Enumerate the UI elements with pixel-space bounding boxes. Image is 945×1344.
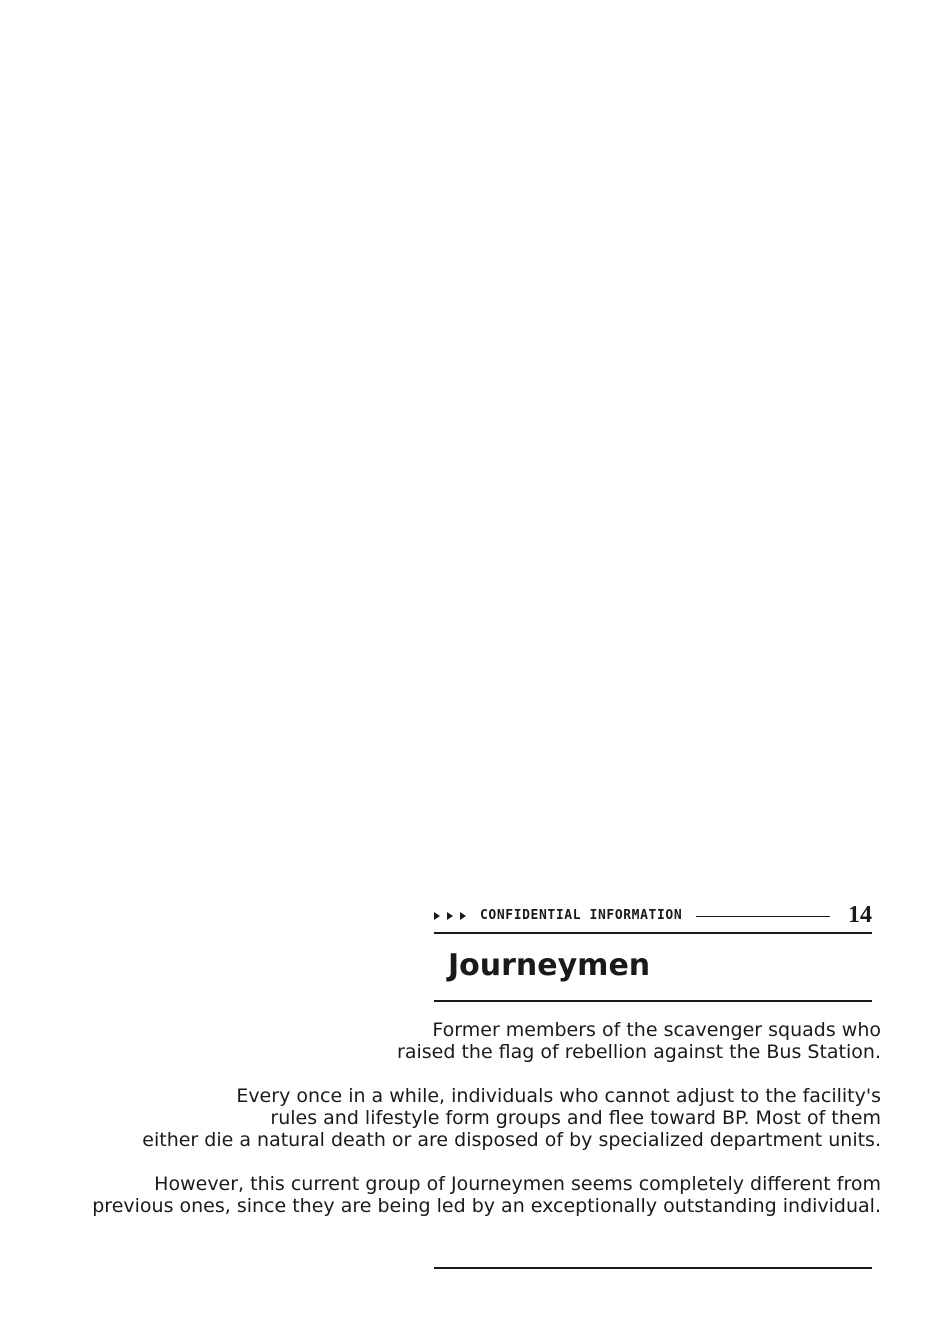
top-divider (434, 932, 872, 934)
text-line: either die a natural death or are disposed of by specialized department units. (142, 1129, 881, 1151)
text-line: Former members of the scavenger squads who (432, 1019, 881, 1041)
header-divider (696, 916, 830, 917)
text-line: Every once in a while, individuals who cannot adjust to the facility's (236, 1085, 881, 1107)
arrow-right-icon (447, 912, 453, 920)
page-number: 14 (848, 902, 872, 928)
confidential-label: CONFIDENTIAL INFORMATION (480, 908, 683, 923)
section-header (434, 904, 872, 930)
title-divider (434, 1000, 872, 1002)
paragraph (40, 1019, 881, 1063)
arrow-right-icon (460, 912, 466, 920)
text-line: previous ones, since they are being led by an exceptionally outstanding individual. (92, 1195, 881, 1217)
bottom-divider (434, 1267, 872, 1269)
text-line: raised the flag of rebellion against the Bus Station. (397, 1041, 881, 1063)
entry-body (40, 1019, 881, 1239)
entry-title: Journeymen (448, 948, 651, 983)
header-arrows (434, 910, 466, 922)
text-line: rules and lifestyle form groups and flee toward BP. Most of them (270, 1107, 881, 1129)
paragraph (40, 1173, 881, 1217)
paragraph (40, 1085, 881, 1151)
arrow-right-icon (434, 912, 440, 920)
text-line: However, this current group of Journeymen seems completely different from (154, 1173, 881, 1195)
